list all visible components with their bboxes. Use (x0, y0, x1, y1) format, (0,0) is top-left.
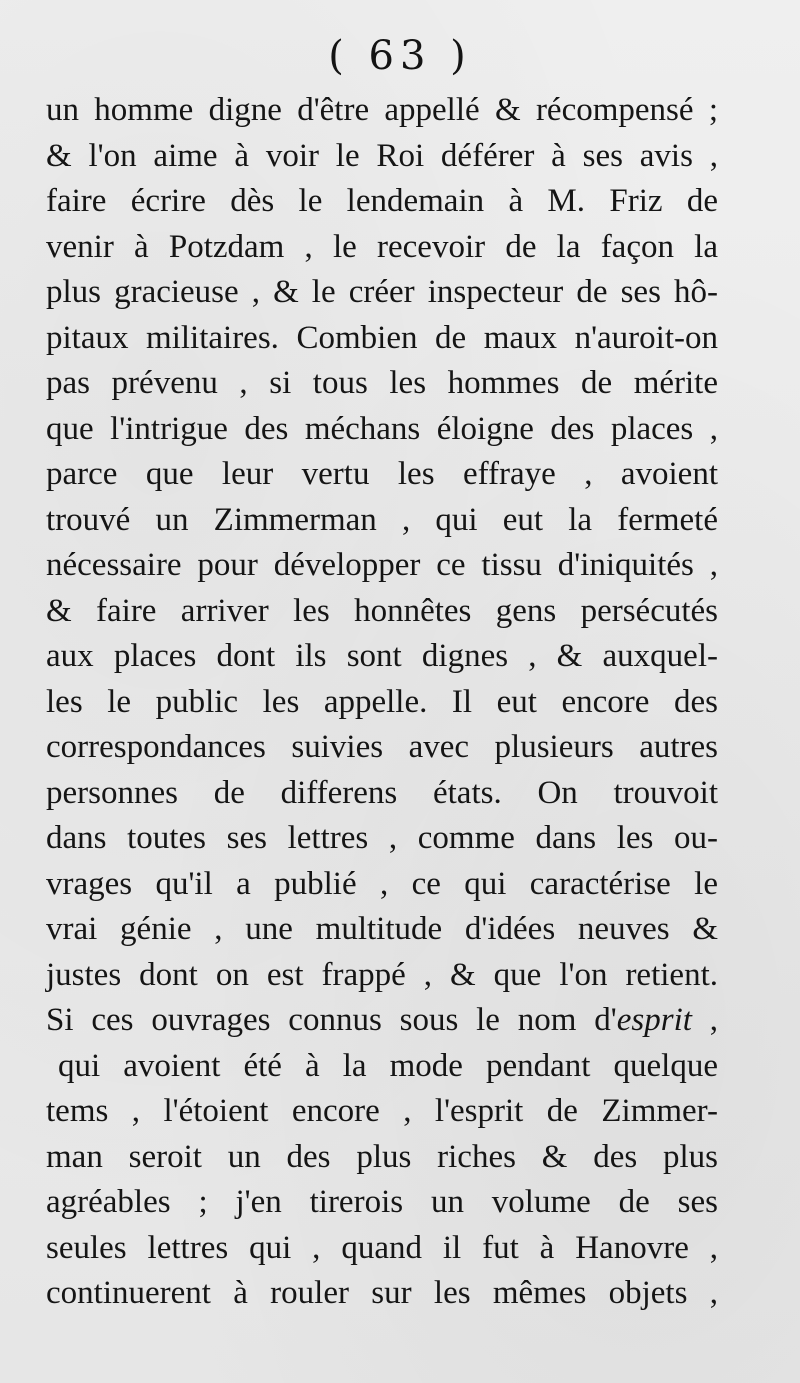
text-line: plus gracieuse , & le créer inspecteur de ses hô- (46, 274, 718, 310)
page-number: ( 63 ) (328, 33, 472, 79)
text-line: vrai génie , une multitude d'idées neuves & (46, 911, 718, 947)
text-line: les le public les appelle. Il eut encore des (46, 683, 718, 720)
text-line: & l'on aime à voir le Roi déférer à ses avis , (46, 137, 718, 174)
body-text (46, 88, 718, 1317)
text-line: man seroit un des plus riches & des plus (46, 1138, 718, 1175)
text-line: trouvé un Zimmerman , qui eut la fermeté (46, 501, 718, 538)
text-line: personnes de differens états. On trouvoit (46, 774, 718, 811)
text-line: seules lettres qui , quand il fut à Hanovre , (46, 1229, 718, 1266)
text-line: agréables ; j'en tirerois un volume de ses (46, 1184, 718, 1220)
text-line: pas prévenu , si tous les hommes de mérite (46, 365, 718, 401)
text-line: parce que leur vertu les effraye , avoient (46, 456, 718, 492)
text-line: Si ces ouvrages connus sous le nom d'esprit , (46, 1002, 719, 1038)
text-line: & faire arriver les honnêtes gens persécutés (46, 592, 718, 629)
text-line: pitaux militaires. Combien de maux n'auroit-on (46, 319, 718, 356)
text-line: que l'intrigue des méchans éloigne des places , (46, 410, 718, 447)
text-line: aux places dont ils sont dignes , & auxquel- (46, 638, 718, 674)
text-line: correspondances suivies avec plusieurs autres (46, 729, 718, 765)
text-line: venir à Potzdam , le recevoir de la façon la (46, 228, 718, 265)
text-line: justes dont on est frappé , & que l'on retient. (46, 956, 718, 993)
text-line: tems , l'étoient encore , l'esprit de Zimmer- (46, 1093, 718, 1129)
text-line: vrages qu'il a publié , ce qui caractérise le (46, 865, 718, 902)
text-line: un homme digne d'être appellé & récompensé ; (46, 92, 718, 128)
text-line: qui avoient été à la mode pendant quelque (58, 1047, 718, 1084)
text-line: dans toutes ses lettres , comme dans les ou- (46, 820, 718, 856)
text-line: nécessaire pour développer ce tissu d'iniquités , (46, 547, 718, 583)
italic-word: esprit (616, 1002, 692, 1038)
text-line: continuerent à rouler sur les mêmes objets , (46, 1275, 718, 1311)
text-line: faire écrire dès le lendemain à M. Friz de (46, 183, 718, 219)
